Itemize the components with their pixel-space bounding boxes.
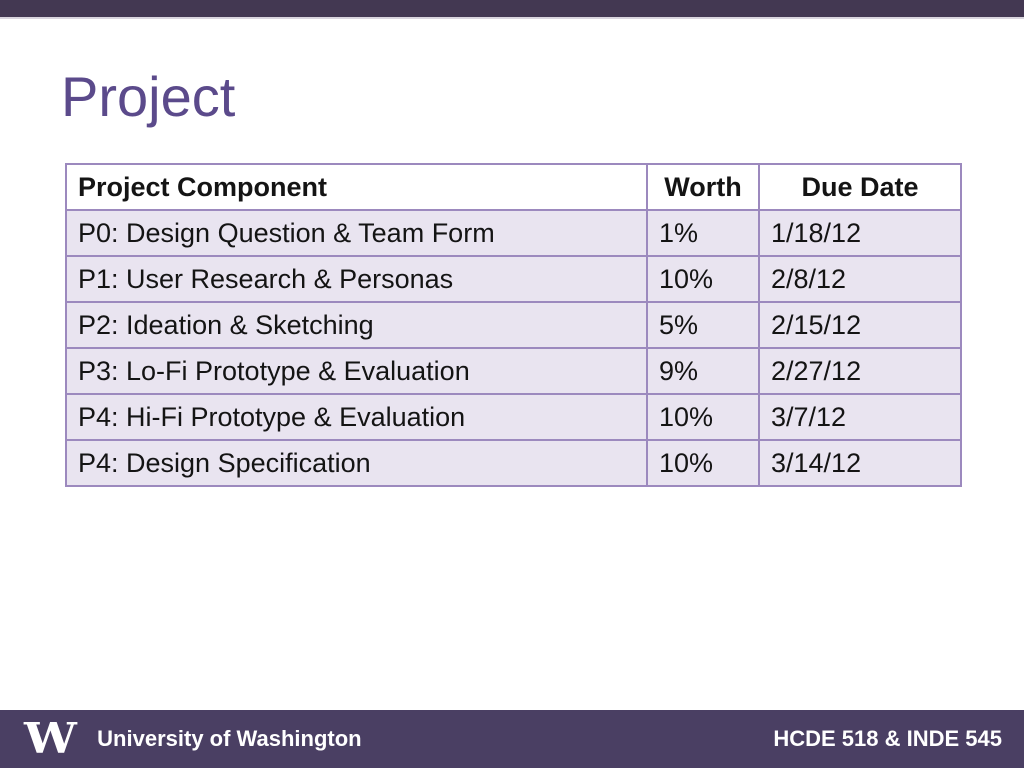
- cell-due-date: 2/27/12: [759, 348, 961, 394]
- footer-course-label: HCDE 518 & INDE 545: [773, 726, 1002, 751]
- cell-project-component: P2: Ideation & Sketching: [66, 302, 647, 348]
- table-row: [66, 394, 961, 440]
- col-header-due-date: Due Date: [759, 164, 961, 210]
- col-header-project-component: Project Component: [66, 164, 647, 210]
- cell-worth: 1%: [647, 210, 759, 256]
- cell-worth: 5%: [647, 302, 759, 348]
- cell-project-component: P4: Hi-Fi Prototype & Evaluation: [66, 394, 647, 440]
- table-header-row: [66, 164, 961, 210]
- footer-institution-label: University of Washington: [97, 726, 362, 751]
- cell-project-component: P4: Design Specification: [66, 440, 647, 486]
- cell-due-date: 1/18/12: [759, 210, 961, 256]
- table-row: [66, 440, 961, 486]
- cell-worth: 10%: [647, 394, 759, 440]
- table-row: [66, 348, 961, 394]
- cell-project-component: P3: Lo-Fi Prototype & Evaluation: [66, 348, 647, 394]
- uw-block-w-logo-icon: W: [24, 714, 77, 763]
- cell-due-date: 2/8/12: [759, 256, 961, 302]
- table-row: [66, 256, 961, 302]
- slide-title: Project: [61, 65, 236, 128]
- cell-worth: 9%: [647, 348, 759, 394]
- col-header-worth: Worth: [647, 164, 759, 210]
- cell-due-date: 3/14/12: [759, 440, 961, 486]
- cell-worth: 10%: [647, 440, 759, 486]
- table-row: [66, 302, 961, 348]
- top-accent-bar: [0, 0, 1024, 19]
- cell-worth: 10%: [647, 256, 759, 302]
- project-grading-table: [65, 163, 962, 487]
- footer-bar: [0, 710, 1024, 768]
- cell-due-date: 3/7/12: [759, 394, 961, 440]
- cell-project-component: P0: Design Question & Team Form: [66, 210, 647, 256]
- cell-due-date: 2/15/12: [759, 302, 961, 348]
- cell-project-component: P1: User Research & Personas: [66, 256, 647, 302]
- table-row: [66, 210, 961, 256]
